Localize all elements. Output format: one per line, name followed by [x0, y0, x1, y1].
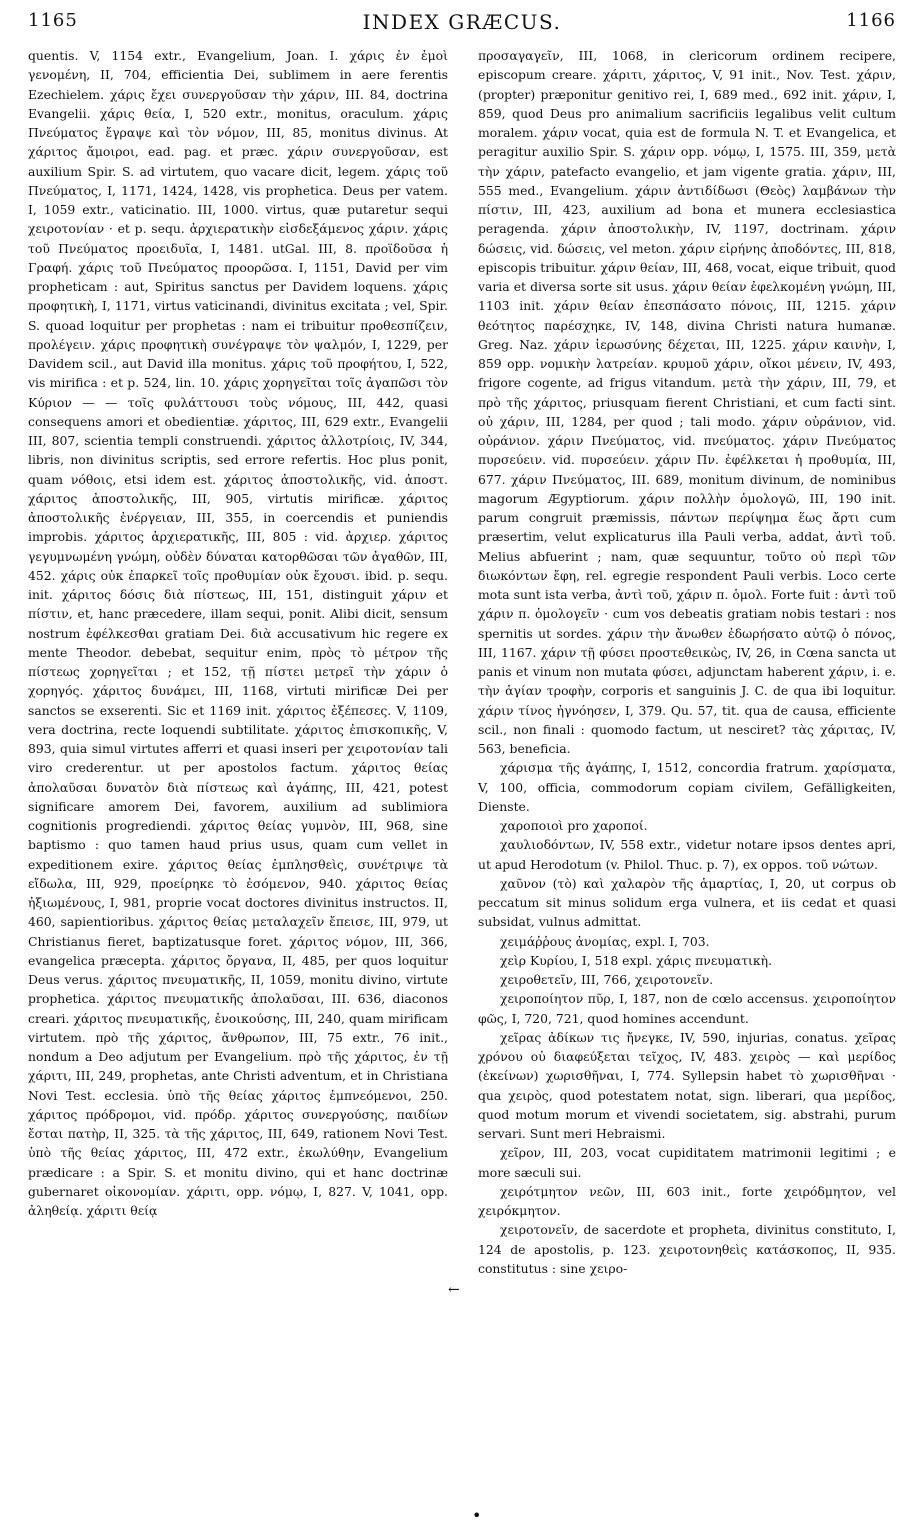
- index-entry: χαυλιοδόντων, IV, 558 extr., videtur notare ipsos dentes apri, ut apud Herodotum (v. Philol. Thuc. p. 7), ex oppos. τοῦ νώτων.: [478, 837, 896, 872]
- page-number-right: 1166: [846, 10, 896, 31]
- index-entry: χεῖρας ἀδίκων τις ἤνεγκε, IV, 590, injurias, conatus. χεῖρας χρόνου οὐ διαφεύξεται τεῖχος, IV, 483. χειρὸς — καὶ μερίδος (ἐκείνων) χωρισθῆναι, I, 774. Syllepsin habet τὸ χωρισθῆναι · qua χειρὸς, quod potestatem notat, sign. liberari, qua μερίδος, quod motum morum et vivendi societatem, sig. abstrahi, purum servari. Sunt meri Hebraismi.: [478, 1029, 896, 1141]
- right-column: [478, 46, 896, 1486]
- index-entry: προσαγαγεῖν, III, 1068, in clericorum ordinem recipere, episcopum creare. χάριτι, χάριτος, V, 91 init., Nov. Test. χάριν, (propter) præponitur genitivo rei, I, 689 med., 692 init. χάριν, I, 859, quod Deus pro animalium sacrificiis legalibus velit cultum moralem. χάριν vocat, quia est de formula N. T. et Evangelica, et peragitur auxilio Spir. S. χάριν opp. νόμῳ, I, 1575. III, 359, μετὰ τὴν χάριν, patefacto evangelio, et jam vigente gratia. χάριν, III, 555 med., Evangelium. χάριν ἀντιδίδωσι (Θεὸς) λαμβάνων τὴν πίστιν, III, 423, auxilium ad bona et munera ecclesiastica peragenda. χάριν ἀποστολικὴν, IV, 1197, doctrinam. χάριν δώσεις, vid. δώσεις, vel meton. χάριν εἰρήνης ἀποδόντες, III, 818, episcopis tribuitur. χάριν θείαν, III, 468, vocat, eique tribuit, quod varia et diversa sorte sit usus. χάριν θείαν ἐφελκομένη γνώμη, III, 1103 init. χάριν θείαν ἐπεσπάσατο πόνοις, III, 1215. χάριν θεότητος παρέσχηκε, IV, 148, divina Christi natura humanæ. Greg. Naz. χάριν ἱερωσύνης δέχεται, III, 1225. χάριν καινὴν, I, 859 opp. νομικὴν λατρείαν. κρυμοῦ χάριν, οἴκοι μένειν, IV, 493, frigore cogente, ad frigus vitandum. μετὰ τὴν χάριν, III, 79, et πρὸ τῆς χάριτος, priusquam fierent Christiani, et cum facti sint. οὐ χάριν, III, 1284, per quod ; tali modo. χάριν οὐράνιον, vid. οὐράνιον. χάριν Πνεύματος, vid. πνεύματος. χάριν Πνεύματος πυρσεύειν. vid. πυρσεύειν. χάριν Πν. ἐφέλκεται ἡ προθυμία, III, 677. χάριν Πνεύματος, III. 689, monitum divinum, de nominibus magorum Ægyptiorum. χάριν πολλὴν ὁμολογῶ, III, 190 init. parum congruit præmissis, πάντων περίψημα ἕως ἄρτι cum præsertim, velut explicaturus illa Pauli verba, addat, ἀντὶ τοῦ. Melius abfuerint ; nam, quæ sequuntur, τοῦτο οὐ περὶ τῶν διωκόντων ἔφη, rel. egregie respondent Pauli verbis. Loco certe mota sunt ista verba, ἀντὶ τοῦ, χάριν π. ὁμολ. Forte fuit : ἀντὶ τοῦ χάριν π. ὁμολογεῖν · cum vos debeatis gratiam nobis testari : nos spernitis ut sordes. χάριν τὴν ἄνωθεν ἐδωρήσατο αὐτῷ ὁ πόνος, III, 1167. χάριν τῇ φύσει προστεθεικὼς, IV, 26, in Cœna sancta ut panis et vinum non mutata φύσει, adjunctam haberent χάριν, i. e. τὴν ἁγίαν τροφὴν, corporis et sanguinis J. C. de qua ibi loquitur. χάριν τίνος ἠγνόησεν, I, 379. Qu. 57, tit. qua de causa, efficiente scil., non finali : quomodo factum, ut nesciret? τὰς χάριτας, IV, 563, beneficia.: [478, 48, 896, 756]
- running-header: [28, 10, 896, 36]
- index-entry: χειροτονεῖν, de sacerdote et propheta, divinitus constituto, I, 124 de apostolis, p. 123. χειροτονηθεὶς κατάσκοπος, II, 935. constitutus : sine χειρο-: [478, 1222, 896, 1276]
- index-entry: χειροποίητον πῦρ, I, 187, non de cœlo accensus. χειροποίητον φῶς, I, 720, 721, quod homines accendunt.: [478, 991, 896, 1026]
- index-entry: χάρισμα τῆς ἀγάπης, I, 1512, concordia fratrum. χαρίσματα, V, 100, officia, commodorum copiam civilem, Gefälligkeiten, Dienste.: [478, 760, 896, 814]
- index-entry: quentis. V, 1154 extr., Evangelium, Joan. I. χάρις ἐν ἐμοὶ γενομένη, II, 704, efficientia Dei, sublimem in aere ferentis Ezechielem. χάρις ἔχει συνεργοῦσαν τὴν χάριν, III. 84, doctrina Evangelii. χάρις θεία, I, 520 extr., monitus, oraculum. χάρις Πνεύματος ἔγραψε καὶ τὸν νόμον, III, 85, monitus divinus. At χάριτος ἄμοιροι, ead. pag. et præc. χάριν συνεργοῦσαν, est auxilium Spir. S. ad virtutem, quo vacare dicit, legem. χάρις τοῦ Πνεύματος, I, 1171, 1424, 1428, vis prophetica. Deus per vatem. I, 1059 extr., vaticinatio. III, 1000. virtus, quæ putaretur sequi χειροτονίαν · et p. sequ. ἀρχιερατικὴν εἰσδεξάμενος χάριν. χάρις τοῦ Πνεύματος προειδυῖα, I, 1481. utGal. III, 8. προϊδοῦσα ἡ Γραφή. χάρις τοῦ Πνεύματος προορῶσα. I, 1151, David per vim propheticam : aut, Spiritus sanctus per Davidem loquens. χάρις προφητικὴ, I, 1171, virtus vaticinandi, divinitus excitata ; vel, Spir. S. quoad loquitur per prophetas : nam ei tribuitur προθεσπίζειν, προλέγειν. χάρις προφητικὴ συνέγραψε τὸν ψαλμόν, I, 1229, per Davidem scil., aut David illa monitus. χάρις τοῦ προφήτου, I, 522, vis mirifica : et p. 524, lin. 10. χάρις χορηγεῖται τοῖς ἀγαπῶσι τὸν Κύριον — — τοῖς φυλάττουσι τοὺς νόμους, III, 442, quasi consequens amori et obedientiæ. χάριτος, III, 629 extr., Evangelii III, 807, scientia templi construendi. χάριτος ἀλλοτρίοις, IV, 344, libris, non divinitus scriptis, sed errore refertis. Hoc plus ponit, quam νόθοις, etsi idem est. χάριτος ἀποστολικῆς, vid. ἀποστ. χάριτος ἀποστολικῆς, III, 905, virtutis mirificæ. χάριτος ἀποστολικῆς ἐνέργειαν, III, 355, in coercendis et puniendis improbis. χάριτος ἀρχιερατικῆς, III, 805 : vid. ἀρχιερ. χάριτος γεγυμνωμένη γνώμη, οὐδὲν δύναται κατορθῶσαι τῶν ἀγαθῶν, III, 452. χάρις οὐκ ἐπαρκεῖ τοῖς προθυμίαν οὐκ ἔχουσι. ibid. p. sequ. init. χάριτος δόσις διὰ πίστεως, III, 151, distinguit χάριν et πίστιν, et, hanc præcedere, illam sequi, ponit. Alibi dicit, sensum nostrum ἐφέλκεσθαι gratiam Dei. διὰ accusativum hic regere ex mente Theodor. debebat, sequitur enim, πρὸς τὸ μέτρον τῆς πίστεως χορηγεῖται ; et 152, τῇ πίστει μετρεῖ τὴν χάριν ὁ χορηγός. χάριτος δυνάμει, III, 1168, virtuti mirificæ Dei per sanctos se exserenti. Sic et 1169 init. χάριτος ἐξέπεσες. V, 1109, vera doctrina, recte loquendi subtilitate. χάριτος ἐπισκοπικῆς, V, 893, quia simul virtutes afferri et quasi inseri per χειροτονίαν tali viro crederentur. ut per apostolos factum. χάριτος θείας ἀπολαῦσαι δυνατὸν διὰ πίστεως καὶ ἀγάπης, III, 421, potest significare amorem Dei, favorem, auxilium ad sublimiora cognitionis progrediendi. χάριτος θείας γυμνὸν, III, 968, sine baptismo : quo tamen haud prius usus, quam cum vellet in expeditionem exire. χάριτος θείας ἐμπλησθεὶς, συνέτριψε τὰ εἴδωλα, III, 929, προείρηκε τὸ ἐσόμενον, 940. χάριτος θείας ἠξιωμένους, I, 981, proprie vocat doctores divinitus instructos. II, 460, sapientioribus. χάριτος θείας μεταλαχεῖν ἔπεισε, III, 979, ut Christianus fieret, baptizatusque foret. χάριτος νόμον, III, 366, evangelica præcepta. χάριτος ὄργανα, II, 485, per quos loquitur Deus verus. χάριτος πνευματικῆς, II, 1059, monitu divino, virtute prophetica. χάριτος πνευματικῆς ἀπολαῦσαι, III. 636, diaconos creari. χάριτος πνευματικῆς, ἐνοικούσης, III, 240, quam mirificam virtutem. πρὸ τῆς χάριτος, ἄνθρωπον, III, 75 extr., 76 init., nondum a Deo adjutum per Evangelium. πρὸ τῆς χάριτος, ἐν τῇ χάριτι, III, 249, prophetas, ante Christi adventum, et in Christiana Novi Test. ecclesia. ὑπὸ τῆς θείας χάριτος ἐμπνεόμενοι, 250. χάριτος πρόδρομοι, vid. πρόδρ. χάριτος συνεργούσης, παιδίων ἔσται πατὴρ, II, 325. τὰ τῆς χάριτος, III, 649, rationem Novi Test. ὑπὸ τῆς θείας χάριτος, III, 472 extr., ἐκωλύθην, Evangelium prædicare : a Spir. S. et monitu divino, qui et hanc doctrinæ gubernaret οἰκονομίαν. χάριτι, opp. νόμῳ, I, 827. V, 1041, opp. ἀληθείᾳ. χάριτι θείᾳ: [28, 48, 448, 1218]
- index-entry: χαροποιοὶ pro χαροποί.: [500, 818, 648, 833]
- page-number-left: 1165: [28, 10, 78, 31]
- index-entry: χειροθετεῖν, III, 766, χειροτονεῖν.: [500, 972, 714, 987]
- index-entry: χεὶρ Κυρίου, I, 518 expl. χάρις πνευματικὴ.: [500, 952, 773, 968]
- index-entry: χεῖρον, III, 203, vocat cupiditatem matrimonii legitimi ; e more sæculi sui.: [478, 1145, 896, 1180]
- left-column: [28, 46, 448, 1486]
- margin-arrow-mark: ←: [448, 1282, 460, 1298]
- index-entry: χαῦνον (τὸ) καὶ χαλαρὸν τῆς ἁμαρτίας, I, 20, ut corpus ob peccatum sit minus solidum erga vulnera, et iis cedat et quasi subsidat, vulnus admittat.: [478, 875, 896, 930]
- running-title: INDEX GRÆCUS.: [362, 10, 562, 34]
- footer-mark: •: [472, 1506, 482, 1525]
- index-entry: χειμάῤῥους ἀνομίας, expl. I, 703.: [500, 933, 710, 949]
- index-entry: χειρότμητον νεῶν, III, 603 init., forte χειρόδμητον, vel χειρόκμητον.: [478, 1183, 896, 1218]
